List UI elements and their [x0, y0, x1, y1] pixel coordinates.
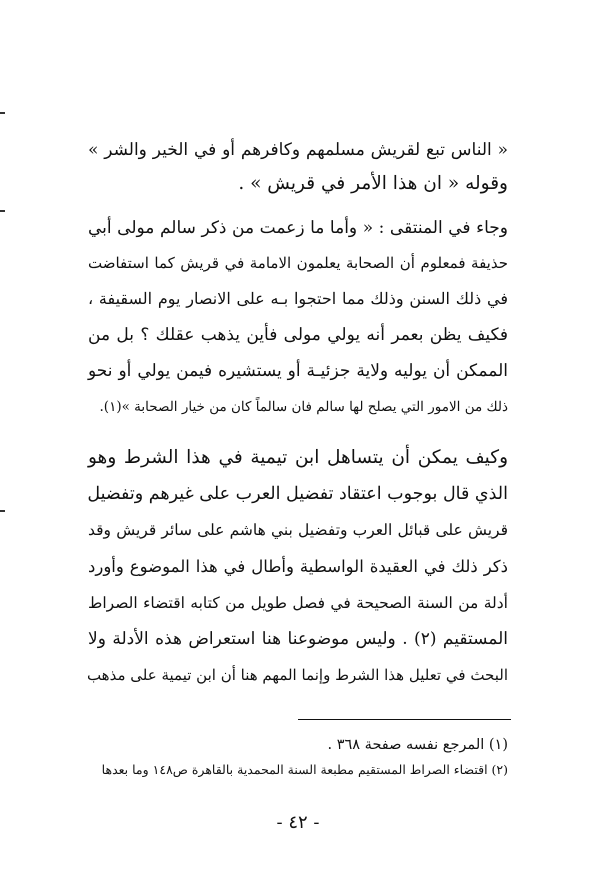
body-line: قريش على قبائل العرب وتفضيل بني هاشم على سائر قريش وقد [88, 521, 508, 539]
body-line: أدلة من السنة الصحيحة في فصل طويل من كتابه اقتضاء الصراط [88, 594, 508, 612]
body-line: ذلك من الامور التي يصلح لها سالم فان سالماً كان من خيار الصحابة »(١). [99, 399, 508, 415]
body-line: ذكر ذلك في العقيدة الواسطية وأطال في هذا الموضوع وأورد [88, 557, 508, 576]
body-line: الذي قال بوجوب اعتقاد تفضيل العرب على غيرهم وتفضيل [87, 484, 508, 504]
body-line: الممكن أن يوليه ولاية جزئيـة أو يستشيره فيمن يولي أو نحو [88, 361, 508, 381]
scan-edge-mark [0, 510, 5, 512]
body-line: المستقيم (٢) . وليس موضوعنا هنا استعراض هذه الأدلة ولا [88, 629, 508, 649]
body-line: « الناس تبع لقريش مسلمهم وكافرهم أو في الخير والشر » [88, 140, 508, 160]
scan-edge-mark [0, 112, 5, 114]
page-number: - ٤٢ - [276, 812, 320, 833]
body-line: وجاء في المنتقى : « وأما ما زعمت من ذكر سالم مولى أبي [88, 218, 508, 238]
footnote-divider [298, 719, 511, 720]
body-line: فكيف يظن بعمر أنه يولي مولى فأين يذهب عقلك ؟ بل من [88, 325, 508, 345]
body-line: وقوله « ان هذا الأمر في قريش » . [238, 173, 508, 194]
body-line: في ذلك السنن وذلك مما احتجوا بـه على الانصار يوم السقيفة ، [88, 289, 509, 308]
footnote: (١) المرجع نفسه صفحة ٣٦٨ . [327, 737, 508, 753]
scan-edge-mark [0, 210, 5, 212]
body-line: وكيف يمكن أن يتساهل ابن تيمية في هذا الشرط وهو [88, 447, 508, 468]
body-line: حذيفة فمعلوم أن الصحابة يعلمون الامامة في قريش كما استفاضت [88, 254, 508, 272]
footnote: (٢) اقتضاء الصراط المستقيم مطبعة السنة المحمدية بالقاهرة ص١٤٨ وما بعدها [101, 762, 508, 777]
body-line: البحث في تعليل هذا الشرط وإنما المهم هنا أن ابن تيمية على مذهب [86, 666, 508, 684]
